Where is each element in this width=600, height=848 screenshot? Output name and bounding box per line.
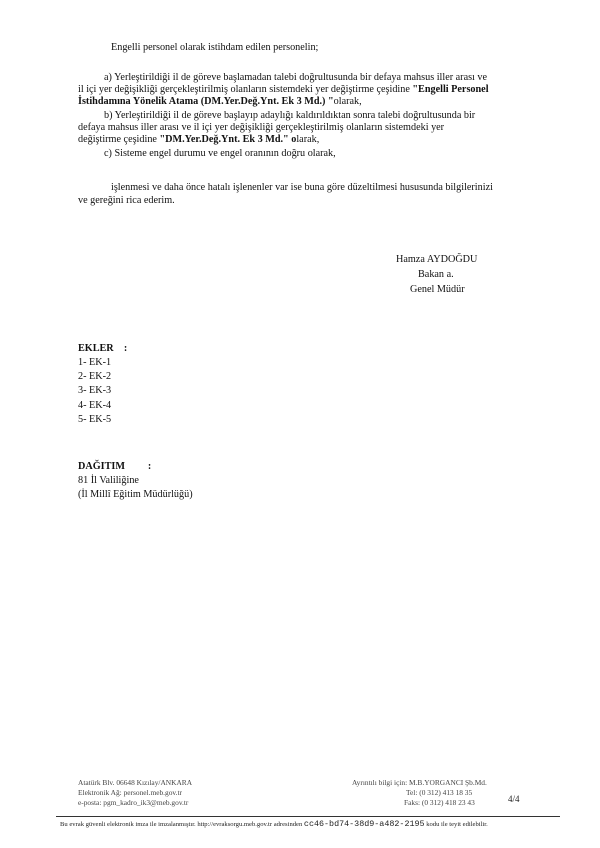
para-a-line-2-text: il içi yer değişikliği gerçekleştirilmiş olanların sistemdeki yer değiştirme çeşidine [78, 84, 413, 95]
para-a-line-2-bold: "Engelli Personel [412, 84, 489, 95]
para-a-line-3 [78, 96, 362, 108]
para-b-line-3-text: değiştirme çeşidine [78, 134, 160, 145]
ekler-item: 4- EK-4 [78, 399, 112, 411]
verification-note-text: Bu evrak güvenli elektronik imza ile imzalanmıştır. http://evraksorgu.meb.gov.tr adresinden [60, 821, 304, 828]
ekler-item: 2- EK-2 [78, 371, 112, 383]
ekler-item: 1- EK-1 [78, 357, 112, 368]
para-b-line-3 [78, 134, 319, 146]
footer-fax: Faks: (0 312) 418 23 43 [404, 798, 475, 807]
footer-tel: Tel: (0 312) 413 18 35 [406, 788, 473, 797]
para-b-line-3-bold: "DM.Yer.Değ.Ynt. Ek 3 Md." o [159, 134, 297, 145]
closing-line-2: ve gereğini rica ederim. [78, 195, 175, 206]
signature-name: Hamza AYDOĞDU [396, 254, 478, 265]
para-c-text: c) Sisteme engel durumu ve engel oranının doğru olarak, [104, 148, 336, 159]
dagitim-line-2: (İl Millî Eğitim Müdürlüğü) [78, 489, 193, 500]
footer-divider [56, 816, 560, 817]
verification-note [60, 820, 488, 829]
para-b-line-3-end: larak, [296, 134, 320, 145]
para-a-line-2 [78, 84, 489, 96]
para-b-line-2: defaya mahsus iller arası ve il içi yer değişikliği gerçekleştirilmiş olanların sistemdeki yer [78, 122, 445, 133]
verification-code: cc46-bd74-38d9-a482-2195 [303, 819, 425, 829]
ekler-item: 5- EK-5 [78, 413, 112, 425]
verification-note-end: kodu ile teyit edilebilir. [424, 821, 488, 828]
dagitim-line-1: 81 İl Valiliğine [78, 475, 139, 486]
intro-text: Engelli personel olarak istihdam edilen personelin; [111, 42, 319, 53]
para-a-line-1: a) Yerleştirildiği il de göreve başlamadan talebi doğrultusunda bir defaya mahsus iller arası ve [104, 72, 488, 83]
signature-title-2: Genel Müdür [410, 284, 465, 295]
signature-title-1: Bakan a. [418, 269, 454, 280]
ekler-heading: EKLER : [78, 343, 128, 354]
page-number: 4/4 [508, 794, 520, 804]
para-a-line-3-bold: İstihdamına Yönelik Atama (DM.Yer.Değ.Ynt. Ek 3 Md.) " [78, 96, 334, 107]
footer-network: Elektronik Ağ: personel.meb.gov.tr [78, 788, 182, 797]
footer-contact: Ayrıntılı bilgi için: M.B.YORGANCI Şb.Md. [352, 778, 487, 787]
para-a-line-3-text: olarak, [333, 96, 362, 107]
ekler-list [78, 356, 111, 427]
closing-line-1: işlenmesi ve daha önce hatalı işlenenler var ise buna göre düzeltilmesi hususunda bilgilerinizi [111, 182, 493, 193]
footer-email: e-posta: pgm_kadro_ik3@meb.gov.tr [78, 798, 189, 807]
footer-address: Atatürk Blv. 06648 Kızılay/ANKARA [78, 778, 193, 787]
dagitim-heading: DAĞITIM : [78, 461, 152, 472]
ekler-item: 3- EK-3 [78, 385, 112, 397]
para-b-line-1: b) Yerleştirildiği il de göreve başlayıp adaylığı kaldırıldıktan sonra talebi doğrultusunda bir [104, 110, 476, 121]
